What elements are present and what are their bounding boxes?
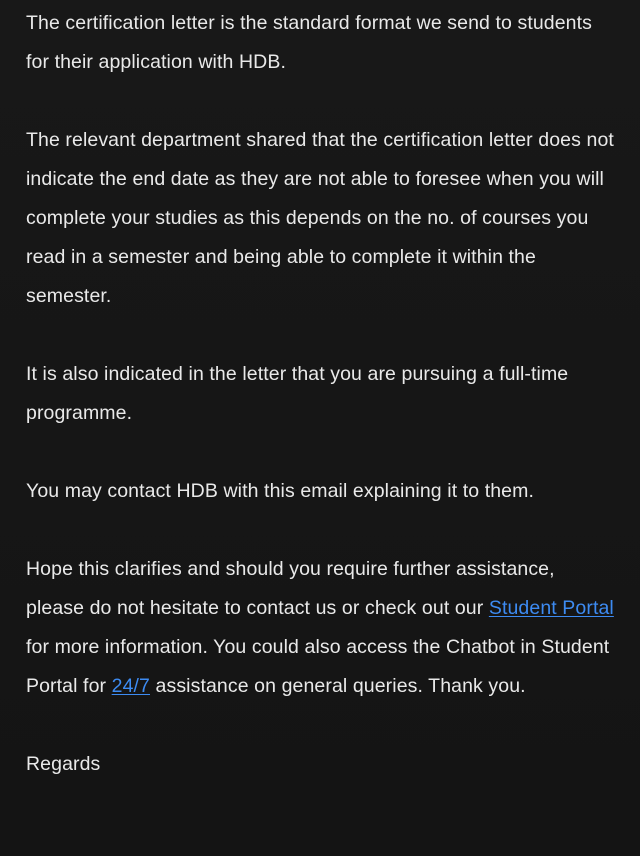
paragraph-further-assistance	[26, 550, 614, 706]
assistance-text-part2: for more information. You could also access the Chatbot in Student Portal for	[26, 636, 610, 697]
closing-regards: Regards	[26, 753, 101, 775]
assistance-text-part3: assistance on general queries. Thank you.	[150, 675, 526, 697]
assistance-text-part1: Hope this clarifies and should you require further assistance, please do not hesitate to contact us or check out our	[26, 558, 555, 619]
paragraph-contact-hdb: You may contact HDB with this email explaining it to them.	[26, 480, 534, 502]
chatbot-24-7-link[interactable]: 24/7	[111, 675, 150, 697]
paragraph-certification-format: The certification letter is the standard format we send to students for their application with HDB.	[26, 12, 592, 73]
student-portal-link[interactable]: Student Portal	[488, 597, 614, 619]
paragraph-full-time-programme: It is also indicated in the letter that you are pursuing a full-time programme.	[26, 363, 569, 424]
paragraph-end-date-explanation: The relevant department shared that the certification letter does not indicate the end date as they are not able to foresee when you will complete your studies as this depends on the no. of courses you read in a semester and being able to complete it within the semester.	[26, 129, 614, 307]
